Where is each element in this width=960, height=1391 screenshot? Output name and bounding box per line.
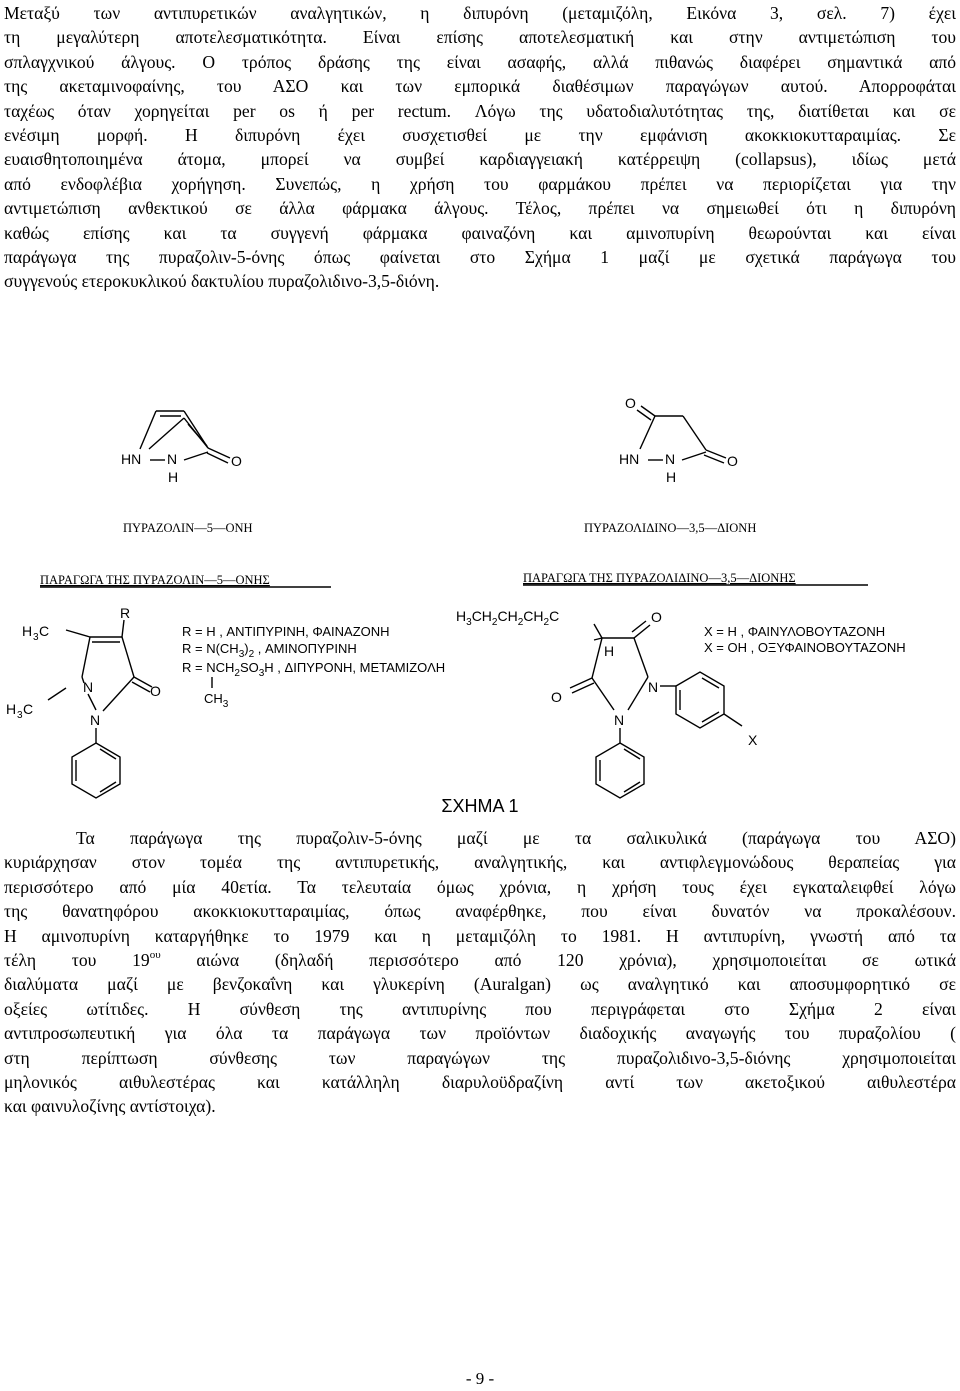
text-line: συγγενούς ετεροκυκλικού δακτυλίου πυραζολιδινο-3,5-διόνη.: [4, 271, 440, 292]
text-line: παράγωγα της πυραζολιν-5-όνης όπως φαίνεται στο Σχήμα 1 μαζί με σχετικά παράγωγα του: [4, 247, 956, 268]
x-group-line: X = H , ΦΑΙΝΥΛΟΒΟΥΤΑΖΟΝΗ: [704, 624, 886, 639]
text-line: και φαινυλοζίνης αντίστοιχα).: [4, 1096, 216, 1117]
text-line: αντιμετώπιση ανθεκτικού σε άλλα φάρμακα άλγους. Τέλος, πρέπει να σημειωθεί ότι η διπυρόνη: [4, 198, 956, 219]
pyrazolin-5-one-label: ΠΥΡΑΖΟΛΙΝ—5—ΟΝΗ: [123, 521, 253, 535]
atom-label: C: [23, 701, 34, 717]
atom-label: H: [168, 469, 179, 485]
atom-label: O: [727, 453, 738, 469]
r-group-line: $R = N(CH_3)_2$ , ΑΜΙΝΟΠΥΡΙΝΗ: [182, 641, 357, 660]
atom-label: N: [90, 712, 101, 728]
text-line: σπλαγχνικού άλγους. Ο τρόπος δράσης της είναι ασαφής, αλλά πιθανώς διαφέρει σημαντικά από: [4, 51, 956, 72]
atom-label: H: [22, 623, 33, 639]
atom-label: R: [120, 605, 131, 621]
atom-label: O: [231, 453, 242, 469]
text-line: τη μεγαλύτερη αποτελεσματικότητα. Είναι επίσης αποτελεσματική και στην αντιμετώπιση του: [4, 27, 956, 48]
text-line: διαλύματα μαζί με βενζοκαΐνη και γλυκερίνη (Auralgan) ως αναλγητικό και αποσυμφορητικό σε: [4, 974, 956, 995]
text-line: ευαισθητοποιημένα άτομα, μπορεί να συμβεί καρδιαγγειακή κατέρρειψη (collapsus), ιδίως μετά: [4, 149, 956, 170]
text-line: Μεταξύ των αντιπυρετικών αναλγητικών, η διπυρόνη (μεταμιζόλη, Εικόνα 3, σελ. 7) έχει: [4, 3, 956, 23]
atom-label: N: [83, 679, 94, 695]
text-line: στη περίπτωση σύνθεσης των παραγώγων της πυραζολιδινο-3,5-διόνης χρησιμοποιείται: [4, 1047, 956, 1068]
text-line: μηλονικός αιθυλεστέρας και κατάλληλη διαρυλοϋδραζίνη αντί των ακετοξικού αιθυλεστέρα: [4, 1072, 956, 1093]
methyl-label: $CH_3$: [204, 691, 229, 710]
pyrazolidinedione-label: ΠΥΡΑΖΟΛΙΔΙΝΟ—3,5—ΔΙΟΝΗ: [584, 521, 757, 535]
atom-label: N: [665, 451, 676, 467]
text-line: ταχέως όταν χορηγείται per os ή per rectum. Λόγω της υδατοδιαλυτότητας της, διατίθεται και σε: [4, 100, 956, 121]
atom-label: N: [614, 712, 625, 728]
butyl-chain-label: $H_3CH_2CH_2CH_2C$: [456, 608, 560, 628]
atom-label: O: [551, 689, 562, 705]
atom-label: H: [6, 701, 17, 717]
text-line: καθώς επίσης και τα συγγενή φάρμακα φαιναζόνη και αμινοπυρίνη θεωρούνται και είναι: [4, 222, 956, 243]
page-number: - 9 -: [465, 1369, 495, 1388]
text-line: Τα παράγωγα της πυραζολιν-5-όνης μαζί με τα σαλικυλικά (παράγωγα του ΑΣΟ): [76, 828, 956, 848]
pyrazolidinedione-structure: [584, 395, 756, 535]
text-line: περισσότερο από μία 40ετία. Τα τελευταία όμως χρόνια, η χρήση τους έχει εγκαταλειφθεί λόγω: [4, 876, 956, 897]
paragraph-1: [4, 1, 956, 294]
text-line: αντιπροσωπευτική για όλα τα παράγωγα των προϊόντων διαδοχικής αναγωγής του πυραζολίου (: [4, 1023, 956, 1044]
antipyrine-scaffold-structure: [6, 605, 161, 798]
pyrazolidinedione-derivatives-title: ΠΑΡΑΓΩΓΑ ΤΗΣ ΠΥΡΑΖΟΛΙΔΙΝΟ—3,5—ΔΙΟΝΗΣ: [523, 571, 796, 585]
text-line: Η αμινοπυρίνη καταργήθηκε το 1979 και η μεταμιζόλη το 1981. Η αντιπυρίνη, γνωστή από τα: [4, 925, 956, 946]
atom-label: X: [748, 732, 758, 748]
r-group-line: R = H , ΑΝΤΙΠΥΡΙΝΗ, ΦΑΙΝΑΖΟΝΗ: [182, 624, 390, 639]
text-line: κυριάρχησαν στον τομέα της αντιπυρετικής, αναλγητικής, και αντιφλεγμονώδους θεραπείας για: [4, 852, 956, 873]
text-line: από ενδοφλέβια χορήγηση. Συνεπώς, η χρήση του φαρμάκου πρέπει να περιορίζεται για την: [4, 173, 956, 194]
atom-label: HN: [121, 451, 142, 467]
text-line: της θανατηφόρου ακοκκιοκυτταραιμίας, όπως αναφέρθηκε, που είναι δυνατόν να προκαλέσουν.: [4, 901, 956, 922]
text-line: της ακεταμινοφαίνης, του ΑΣΟ και των εμπορικά διαθέσιμων παραγώγων αυτού. Απορροφάται: [4, 76, 956, 97]
atom-label: O: [651, 609, 662, 625]
subscript: 3: [33, 632, 39, 643]
x-group-line: X = OH , ΟΞΥΦΑΙΝΟΒΟΥΤΑΖΟΝΗ: [704, 640, 906, 655]
atom-label: C: [39, 623, 50, 639]
pyrazolinone-derivatives-title: ΠΑΡΑΓΩΓΑ ΤΗΣ ΠΥΡΑΖΟΛΙΝ—5—ΟΝΗΣ: [40, 573, 270, 587]
atom-label: H: [666, 469, 677, 485]
atom-label: N: [648, 679, 659, 695]
atom-label: N: [167, 451, 178, 467]
scheme-1-figure: [0, 380, 960, 800]
chemical-structures-diagram: [0, 380, 960, 800]
r-group-legend: [182, 624, 445, 710]
atom-label: O: [150, 683, 161, 699]
text-line: τέλη του $19^{o\upsilon}$ αιώνα (δηλαδή περισσότερο από 120 χρόνια), χρησιμοποιείται σε ωτικά: [4, 949, 956, 971]
atom-label: O: [625, 395, 636, 411]
r-group-line: $R = NCH_2SO_3H$ , ΔΙΠΥΡΟΝΗ, ΜΕΤΑΜΙΖΟΛΗ: [182, 660, 446, 679]
figure-caption: ΣΧΗΜΑ 1: [441, 796, 519, 816]
subscript: 3: [17, 710, 23, 721]
paragraph-2: [4, 826, 956, 1119]
text-line: ενέσιμη μορφή. Η διπυρόνη έχει συσχετισθεί με την εμφάνιση ακοκκιοκυτταραιμίας. Σε: [4, 125, 956, 146]
pyrazolin-5-one-structure: [121, 411, 253, 535]
atom-label: H: [604, 643, 615, 659]
text-line: οξείες ωτίτιδες. Η σύνθεση της αντιπυρίνης που περιγράφεται στο Σχήμα 2 είναι: [4, 998, 956, 1019]
atom-label: HN: [619, 451, 640, 467]
